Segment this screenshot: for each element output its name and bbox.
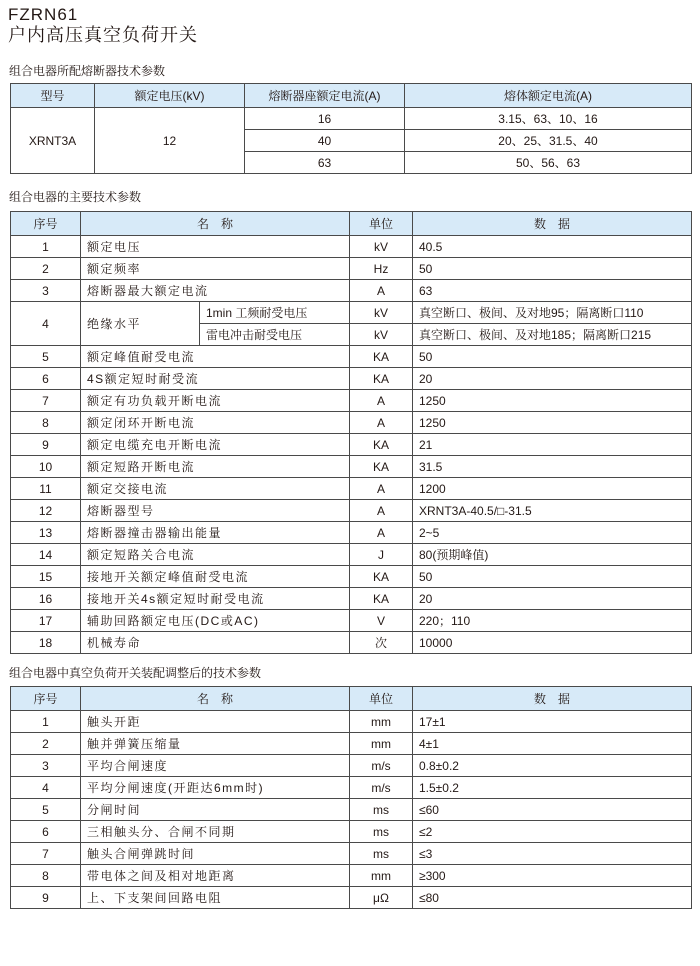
param-name: 额定频率 [81, 258, 350, 280]
table-row [11, 632, 692, 654]
param-name: 绝缘水平 [81, 302, 200, 346]
param-name: 额定电缆充电开断电流 [81, 434, 350, 456]
param-name: 分闸时间 [81, 799, 350, 821]
fuse-current-cell: 50、56、63 [405, 152, 692, 174]
row-number: 8 [11, 865, 81, 887]
param-unit: mm [350, 733, 413, 755]
param-name: 三相触头分、合闸不同期 [81, 821, 350, 843]
col-header-name: 名 称 [81, 687, 350, 711]
table-row [11, 500, 692, 522]
param-name: 额定有功负载开断电流 [81, 390, 350, 412]
param-value: 20 [413, 368, 692, 390]
param-sub-name: 1min 工频耐受电压 [200, 302, 350, 324]
table-row [11, 390, 692, 412]
table-row [11, 610, 692, 632]
param-unit: A [350, 412, 413, 434]
table-row [11, 566, 692, 588]
param-value: XRNT3A-40.5/□-31.5 [413, 500, 692, 522]
param-name: 额定短路关合电流 [81, 544, 350, 566]
table-header-row [11, 687, 692, 711]
param-unit: kV [350, 302, 413, 324]
param-name: 熔断器撞击器输出能量 [81, 522, 350, 544]
seat-current-cell: 40 [245, 130, 405, 152]
param-sub-name: 雷电冲击耐受电压 [200, 324, 350, 346]
param-unit: KA [350, 456, 413, 478]
param-unit: A [350, 500, 413, 522]
table-row [11, 544, 692, 566]
param-value: 220；110 [413, 610, 692, 632]
section1-title: 组合电器所配熔断器技术参数 [9, 64, 166, 78]
param-unit: KA [350, 434, 413, 456]
row-number: 1 [11, 711, 81, 733]
param-name: 额定交接电流 [81, 478, 350, 500]
table-row [11, 799, 692, 821]
param-name: 辅助回路额定电压(DC或AC) [81, 610, 350, 632]
param-value: 17±1 [413, 711, 692, 733]
table-row [11, 302, 692, 324]
param-value: 真空断口、极间、及对地95；隔离断口110 [413, 302, 692, 324]
param-name: 平均合闸速度 [81, 755, 350, 777]
col-header-name: 名 称 [81, 212, 350, 236]
param-value: ≤2 [413, 821, 692, 843]
table-row [11, 236, 692, 258]
table-row [11, 887, 692, 909]
param-value: 1250 [413, 412, 692, 434]
table-row [11, 456, 692, 478]
param-value: 20 [413, 588, 692, 610]
row-number: 2 [11, 733, 81, 755]
param-value: 50 [413, 258, 692, 280]
param-value: ≤3 [413, 843, 692, 865]
row-number: 7 [11, 843, 81, 865]
param-name: 额定闭环开断电流 [81, 412, 350, 434]
table-row [11, 733, 692, 755]
table-row [11, 588, 692, 610]
row-number: 11 [11, 478, 81, 500]
row-number: 6 [11, 368, 81, 390]
row-number: 12 [11, 500, 81, 522]
table-row [11, 280, 692, 302]
row-number: 3 [11, 755, 81, 777]
param-name: 额定短路开断电流 [81, 456, 350, 478]
col-header-unit: 单位 [350, 212, 413, 236]
col-header-fuse-current: 熔体额定电流(A) [405, 84, 692, 108]
param-unit: Hz [350, 258, 413, 280]
row-number: 10 [11, 456, 81, 478]
param-unit: A [350, 478, 413, 500]
param-unit: J [350, 544, 413, 566]
param-unit: KA [350, 346, 413, 368]
fuse-current-cell: 20、25、31.5、40 [405, 130, 692, 152]
param-value: 4±1 [413, 733, 692, 755]
col-header-voltage: 额定电压(kV) [95, 84, 245, 108]
main-params-table [10, 211, 692, 654]
param-unit: mm [350, 865, 413, 887]
row-number: 18 [11, 632, 81, 654]
table-row [11, 412, 692, 434]
param-unit: A [350, 280, 413, 302]
row-number: 6 [11, 821, 81, 843]
product-name: 户内高压真空负荷开关 [8, 25, 198, 45]
row-number: 9 [11, 887, 81, 909]
param-name: 触并弹簧压缩量 [81, 733, 350, 755]
param-unit: ms [350, 821, 413, 843]
param-name: 4S额定短时耐受流 [81, 368, 350, 390]
table-header-row [11, 84, 692, 108]
row-number: 4 [11, 302, 81, 346]
col-header-model: 型号 [11, 84, 95, 108]
table-row [11, 711, 692, 733]
row-number: 17 [11, 610, 81, 632]
param-name: 额定峰值耐受电流 [81, 346, 350, 368]
row-number: 7 [11, 390, 81, 412]
param-unit: KA [350, 588, 413, 610]
row-number: 13 [11, 522, 81, 544]
section3-title: 组合电器中真空负荷开关装配调整后的技术参数 [9, 666, 262, 680]
col-header-no: 序号 [11, 687, 81, 711]
table-row [11, 522, 692, 544]
param-name: 机械寿命 [81, 632, 350, 654]
param-name: 带电体之间及相对地距离 [81, 865, 350, 887]
param-unit: V [350, 610, 413, 632]
product-model: FZRN61 [8, 5, 79, 24]
row-number: 14 [11, 544, 81, 566]
col-header-value: 数 据 [413, 687, 692, 711]
row-number: 16 [11, 588, 81, 610]
param-unit: A [350, 522, 413, 544]
row-number: 2 [11, 258, 81, 280]
row-number: 5 [11, 346, 81, 368]
table-row [11, 865, 692, 887]
adjustment-params-table [10, 686, 692, 909]
param-unit: ms [350, 799, 413, 821]
param-unit: A [350, 390, 413, 412]
param-value: 真空断口、极间、及对地185；隔离断口215 [413, 324, 692, 346]
row-number: 9 [11, 434, 81, 456]
param-value: 0.8±0.2 [413, 755, 692, 777]
row-number: 8 [11, 412, 81, 434]
param-name: 触头合闸弹跳时间 [81, 843, 350, 865]
param-value: 40.5 [413, 236, 692, 258]
param-unit: kV [350, 324, 413, 346]
param-value: 50 [413, 346, 692, 368]
param-value: ≤80 [413, 887, 692, 909]
col-header-no: 序号 [11, 212, 81, 236]
param-value: ≥300 [413, 865, 692, 887]
row-number: 4 [11, 777, 81, 799]
table-row [11, 843, 692, 865]
table-row [11, 821, 692, 843]
row-number: 15 [11, 566, 81, 588]
param-unit: ms [350, 843, 413, 865]
param-name: 熔断器型号 [81, 500, 350, 522]
param-value: 63 [413, 280, 692, 302]
param-value: 80(预期峰值) [413, 544, 692, 566]
table-row [11, 777, 692, 799]
param-name: 额定电压 [81, 236, 350, 258]
param-name: 接地开关4s额定短时耐受电流 [81, 588, 350, 610]
param-name: 触头开距 [81, 711, 350, 733]
param-unit: KA [350, 566, 413, 588]
fuse-spec-table [10, 83, 692, 174]
param-name: 熔断器最大额定电流 [81, 280, 350, 302]
table-row [11, 478, 692, 500]
param-unit: KA [350, 368, 413, 390]
section2-title: 组合电器的主要技术参数 [9, 190, 142, 204]
param-name: 上、下支架间回路电阻 [81, 887, 350, 909]
table-row [11, 258, 692, 280]
param-value: 1200 [413, 478, 692, 500]
fuse-model-cell: XRNT3A [11, 108, 95, 174]
param-unit: μΩ [350, 887, 413, 909]
seat-current-cell: 63 [245, 152, 405, 174]
table-row [11, 108, 692, 130]
param-unit: m/s [350, 755, 413, 777]
table-row [11, 755, 692, 777]
param-value: 10000 [413, 632, 692, 654]
param-unit: kV [350, 236, 413, 258]
param-value: 1250 [413, 390, 692, 412]
col-header-seat-current: 熔断器座额定电流(A) [245, 84, 405, 108]
param-unit: mm [350, 711, 413, 733]
param-name: 接地开关额定峰值耐受电流 [81, 566, 350, 588]
param-value: 50 [413, 566, 692, 588]
param-value: 31.5 [413, 456, 692, 478]
table-row [11, 434, 692, 456]
row-number: 1 [11, 236, 81, 258]
voltage-cell: 12 [95, 108, 245, 174]
param-value: 1.5±0.2 [413, 777, 692, 799]
fuse-current-cell: 3.15、63、10、16 [405, 108, 692, 130]
col-header-unit: 单位 [350, 687, 413, 711]
seat-current-cell: 16 [245, 108, 405, 130]
param-unit: 次 [350, 632, 413, 654]
param-value: 21 [413, 434, 692, 456]
param-unit: m/s [350, 777, 413, 799]
row-number: 3 [11, 280, 81, 302]
param-value: 2~5 [413, 522, 692, 544]
col-header-value: 数 据 [413, 212, 692, 236]
param-value: ≤60 [413, 799, 692, 821]
table-header-row [11, 212, 692, 236]
param-name: 平均分闸速度(开距达6mm时) [81, 777, 350, 799]
table-row [11, 368, 692, 390]
table-row [11, 346, 692, 368]
row-number: 5 [11, 799, 81, 821]
